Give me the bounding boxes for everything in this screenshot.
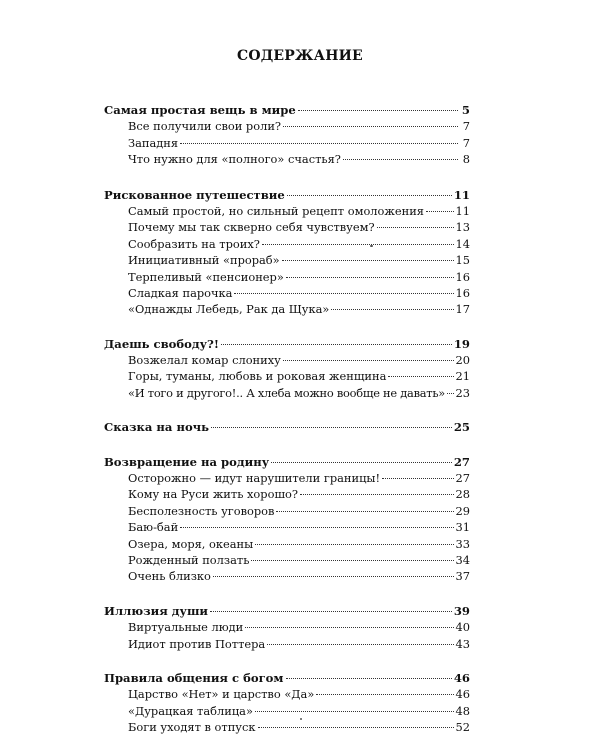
toc-entry-page-number: 13: [455, 220, 470, 235]
dot-leader: [180, 143, 458, 144]
toc-entry-page-number: 29: [455, 503, 470, 518]
dot-leader: [316, 694, 453, 695]
toc-chapter[interactable]: [104, 603, 470, 619]
dot-leader: [276, 511, 453, 512]
toc-chapter[interactable]: [104, 454, 470, 470]
toc-entry[interactable]: [104, 470, 470, 486]
toc-entry-page-number: 43: [455, 636, 470, 651]
dot-leader: [221, 344, 452, 345]
toc-entry-page-number: 23: [455, 385, 470, 400]
toc-entry-title: Сообразить на троих?: [128, 236, 260, 251]
toc-entry-page-number: 28: [455, 487, 470, 502]
toc-section: [104, 454, 470, 585]
toc-entry[interactable]: [104, 352, 470, 368]
toc-entry-page-number: 16: [455, 269, 470, 284]
toc-chapter[interactable]: [104, 670, 470, 686]
toc-entry-title: Боги уходят в отпуск: [128, 720, 256, 735]
toc-entry[interactable]: [104, 203, 470, 219]
toc-chapter-page-number: 27: [453, 454, 470, 469]
toc-entry-title: «И того и другого!.. А хлеба можно вообще не давать»: [128, 385, 445, 400]
dot-leader: [180, 527, 453, 528]
toc-chapter[interactable]: [104, 187, 470, 203]
toc-entry-title: Идиот против Поттера: [128, 636, 266, 651]
dot-leader: [377, 227, 454, 228]
toc-entry[interactable]: [104, 219, 470, 235]
toc-entry-page-number: 7: [462, 119, 470, 134]
toc-chapter[interactable]: [104, 336, 470, 352]
dot-leader: [300, 494, 454, 495]
toc-chapter[interactable]: [104, 419, 470, 435]
dot-leader: [286, 678, 452, 679]
toc-entry-title: Очень близко: [128, 569, 211, 584]
toc-chapter-title: Возвращение на родину: [104, 454, 270, 469]
toc-entry-title: Почему мы так скверно себя чувствуем?: [128, 220, 375, 235]
toc-entry-page-number: 17: [455, 302, 470, 317]
toc-entry-page-number: 31: [455, 520, 470, 535]
toc-chapter-title: Рискованное путешествие: [104, 187, 285, 202]
toc-entry-page-number: 16: [455, 285, 470, 300]
toc-entry-page-number: 21: [455, 369, 470, 384]
print-speck: [370, 245, 373, 247]
dot-leader: [287, 195, 452, 196]
toc-entry-page-number: 52: [455, 720, 470, 735]
toc-entry-title: Осторожно — идут нарушители границы!: [128, 471, 381, 486]
toc-chapter-page-number: 46: [453, 670, 470, 685]
toc-chapter-title: Сказка на ночь: [104, 420, 210, 435]
toc-entry[interactable]: [104, 236, 470, 252]
toc-entry-title: Царство «Нет» и царство «Да»: [128, 687, 315, 702]
toc-entry-title: Самый простой, но сильный рецепт омоложения: [128, 203, 424, 218]
toc-entry-title: Инициативный «прораб»: [128, 253, 280, 268]
dot-leader: [267, 644, 453, 645]
toc-entry-title: Все получили свои роли?: [128, 119, 282, 134]
toc-entry[interactable]: [104, 385, 470, 401]
toc-section: [104, 603, 470, 652]
toc-entry-page-number: 20: [455, 353, 470, 368]
toc-chapter-title: Иллюзия души: [104, 603, 208, 618]
toc-chapter-page-number: 39: [453, 603, 470, 618]
toc-entry-title: Виртуальные люди: [128, 620, 244, 635]
dot-leader: [283, 360, 454, 361]
dot-leader: [251, 560, 453, 561]
toc-chapter-page-number: 5: [461, 103, 470, 117]
toc-entry[interactable]: [104, 552, 470, 568]
toc-entry[interactable]: [104, 503, 470, 519]
dot-leader: [258, 727, 454, 728]
toc-entry-title: Терпеливый «пенсионер»: [128, 269, 284, 284]
toc-entry-page-number: 11: [455, 203, 470, 218]
toc-entry-page-number: 8: [462, 152, 470, 167]
dot-leader: [211, 427, 452, 428]
toc-chapter-title: Самая простая вещь в мире: [104, 103, 296, 117]
dot-leader: [255, 711, 454, 712]
toc-chapter-page-number: 19: [453, 336, 470, 351]
dot-leader: [245, 627, 453, 628]
toc-entry-title: Горы, туманы, любовь и роковая женщина: [128, 369, 387, 384]
dot-leader: [213, 576, 454, 577]
toc-section: [104, 336, 470, 402]
dot-leader: [283, 126, 458, 127]
toc-entry-title: Баю-бай: [128, 520, 179, 535]
toc-chapter-page-number: 25: [453, 420, 470, 435]
toc-entry-page-number: 34: [455, 552, 470, 567]
dot-leader: [286, 277, 454, 278]
dot-leader: [298, 110, 458, 111]
toc-entry-title: Западня: [128, 135, 179, 150]
table-of-contents: [104, 102, 470, 754]
toc-entry-page-number: 40: [455, 620, 470, 635]
toc-entry-page-number: 27: [455, 471, 470, 486]
toc-entry[interactable]: [104, 301, 470, 317]
toc-section: [104, 187, 470, 318]
toc-chapter-page-number: 11: [453, 187, 470, 202]
dot-leader: [282, 260, 454, 261]
toc-section: [104, 419, 470, 435]
dot-leader: [426, 211, 454, 212]
dot-leader: [388, 376, 453, 377]
toc-entry[interactable]: [104, 519, 470, 535]
toc-entry[interactable]: [104, 636, 470, 652]
toc-entry[interactable]: [104, 719, 470, 735]
toc-entry[interactable]: [104, 269, 470, 285]
toc-entry[interactable]: [104, 486, 470, 502]
toc-entry[interactable]: [104, 118, 470, 134]
toc-chapter-title: Даешь свободу?!: [104, 336, 219, 351]
dot-leader: [255, 544, 453, 545]
toc-chapter-title: Правила общения с богом: [104, 670, 284, 685]
dot-leader: [234, 293, 453, 294]
toc-chapter[interactable]: [104, 102, 470, 118]
toc-section: [104, 670, 470, 736]
toc-entry-page-number: 46: [455, 687, 470, 702]
toc-entry-title: «Однажды Лебедь, Рак да Щука»: [128, 302, 330, 317]
dot-leader: [331, 309, 453, 310]
toc-entry[interactable]: [104, 568, 470, 584]
toc-entry[interactable]: [104, 686, 470, 702]
toc-entry-page-number: 7: [462, 135, 470, 150]
toc-entry-title: Озера, моря, океаны: [128, 536, 254, 551]
toc-entry-page-number: 37: [455, 569, 470, 584]
toc-entry-page-number: 14: [455, 236, 470, 251]
toc-entry-title: Бесполезность уговоров: [128, 503, 275, 518]
dot-leader: [210, 611, 452, 612]
print-speck: [300, 718, 302, 720]
toc-entry-title: Кому на Руси жить хорошо?: [128, 487, 298, 502]
toc-entry-title: Рожденный ползать: [128, 552, 250, 567]
toc-entry-title: Возжелал комар слониху: [128, 353, 281, 368]
toc-entry[interactable]: [104, 536, 470, 552]
dot-leader: [343, 159, 458, 160]
dot-leader: [262, 244, 454, 245]
toc-entry[interactable]: [104, 285, 470, 301]
toc-entry-title: «Дурацкая таблица»: [128, 703, 253, 718]
toc-entry-page-number: 48: [455, 703, 470, 718]
page-title: СОДЕРЖАНИЕ: [237, 48, 363, 64]
toc-entry-title: Сладкая парочка: [128, 285, 233, 300]
toc-entry[interactable]: [104, 368, 470, 384]
toc-entry[interactable]: [104, 703, 470, 719]
toc-entry[interactable]: [104, 252, 470, 268]
toc-entry[interactable]: [104, 135, 470, 151]
toc-entry-title: Что нужно для «полного» счастья?: [128, 152, 341, 167]
toc-entry-page-number: 15: [455, 253, 470, 268]
dot-leader: [382, 478, 453, 479]
toc-entry[interactable]: [104, 151, 470, 167]
dot-leader: [447, 393, 454, 394]
toc-entry-page-number: 33: [455, 536, 470, 551]
dot-leader: [271, 462, 452, 463]
toc-section: [104, 102, 470, 168]
toc-entry[interactable]: [104, 619, 470, 635]
